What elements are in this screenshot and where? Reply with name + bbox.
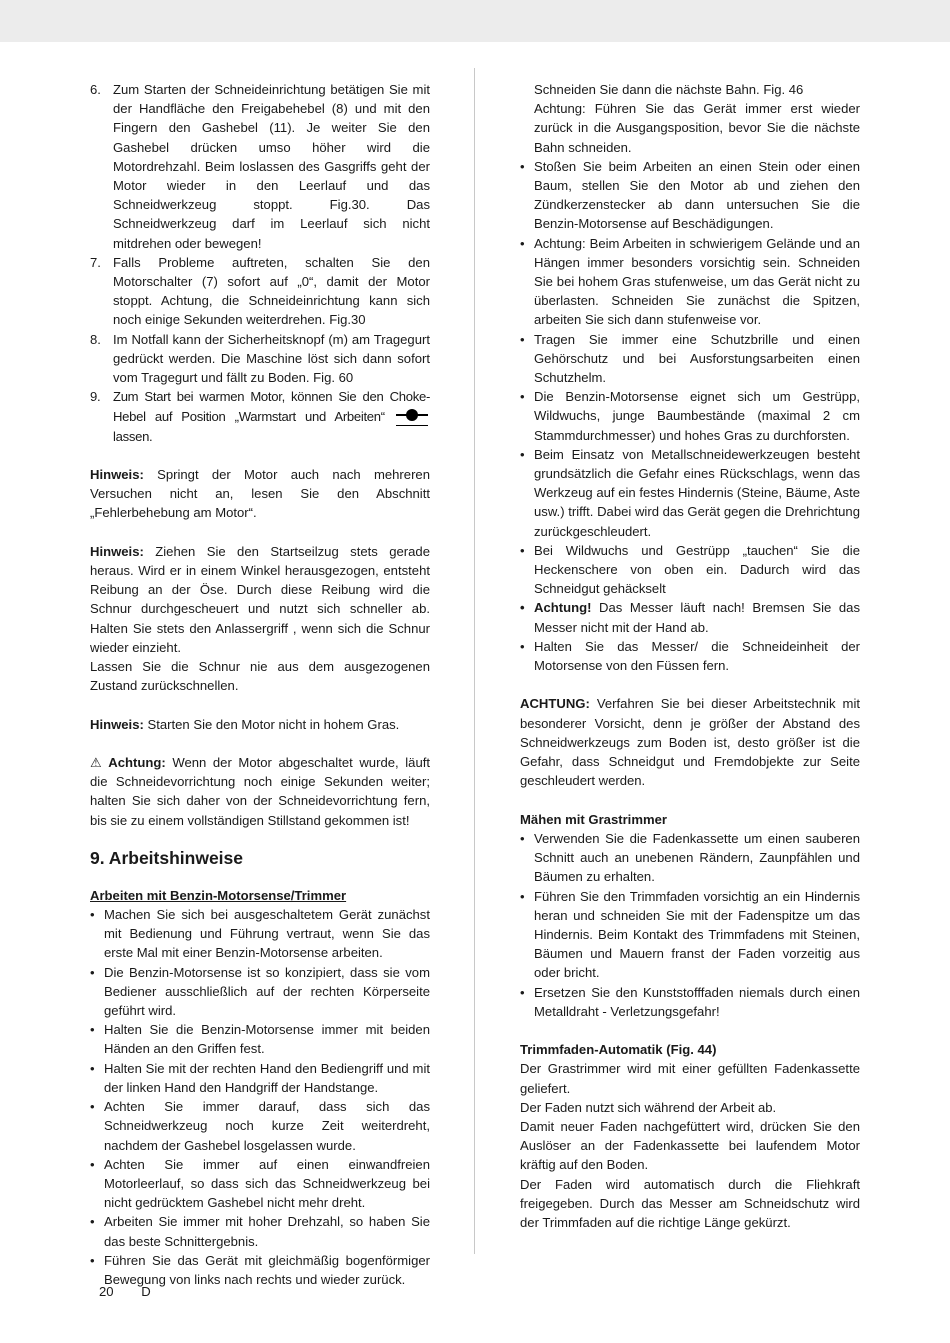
right-column: [520, 80, 860, 1232]
left-column: [90, 80, 430, 1289]
list-item: • Tragen Sie immer eine Schutzbrille und einen Gehörschutz und bei Ausforstungsarbeiten einen Schutzhelm.: [520, 331, 860, 386]
numbered-item-6: 6. Zum Starten der Schneideinrichtung betätigen Sie mit der Handfläche den Freigabehebel (8) und mit den Fingern den Gashebel (11). Je weiter Sie den Gashebel drücken umso höher wird die Motordrehzahl. Beim loslassen des Gasgriffs geht der Motor wieder in den Leerlauf und das Schneidwerkzeug stoppt. Fig.30. Das Schneidwerkzeug darf im Leerlauf sich nicht mitdrehen oder bewegen!: [90, 82, 430, 251]
list-item: • Arbeiten Sie immer mit hoher Drehzahl, so haben Sie das beste Schnittergebnis.: [90, 1214, 430, 1249]
maehen-list: [520, 829, 860, 1021]
hinweis-2: Hinweis: Ziehen Sie den Startseilzug stets gerade heraus. Wird er in einem Winkel herausgezogen, entsteht Reibung an der Öse. Durch diese Reibung wird die Schnur durchgescheuert und nutzt sich schneller ab. Halten Sie stets den Anlassergriff , wenn sich die Schnur wieder einzieht.: [90, 543, 430, 655]
choke-warmstart-icon: [396, 406, 428, 426]
page-footer: [99, 1284, 151, 1299]
numbered-item-text: Im Notfall kann der Sicherheitsknopf (m) am Tragegurt gedrückt werden. Die Maschine löst sich dann sofort vom Tragegurt und fällt zu Boden. Fig. 60: [113, 331, 430, 386]
achtung-caps-paragraph: ACHTUNG: Verfahren Sie bei dieser Arbeitstechnik mit besonderer Vorsicht, denn je größer der Abstand des Schneidwerkzeugs zum Boden ist, desto größer ist die Gefahr, dass Schneidgut und Fremdobjekte zur Seite geschleudert werden.: [520, 696, 860, 789]
page-number: 20: [99, 1284, 114, 1299]
trimm-title: Trimmfaden-Automatik (Fig. 44): [520, 1042, 717, 1058]
achtung-paragraph: ⚠ Achtung: Wenn der Motor abgeschaltet wurde, läuft die Schneidevorrichtung noch einige Sekunden weiter; halten Sie sich daher von der Schneidevorrichtung fern, bis sie zu einem vollständigen Stillstand gekommen ist!: [90, 755, 431, 828]
list-item: • Achten Sie immer darauf, dass sich das Schneidwerkzeug noch kurze Zeit weiterdreht, nachdem der Gashebel losgelassen wurde.: [90, 1099, 430, 1153]
list-item: • Verwenden Sie die Fadenkassette um einen sauberen Schnitt auch an unebenen Rändern, Zaunpfählen und Bäumen zu erhalten.: [520, 830, 860, 885]
trimm-paragraph: Der Grastrimmer wird mit einer gefüllten Fadenkassette geliefert.: [520, 1061, 860, 1096]
column-divider: [474, 68, 475, 1254]
bullet-list: [90, 905, 430, 1289]
list-item: • Halten Sie mit der rechten Hand den Bediengriff und mit der linken Hand den Handgriff der Handstange.: [90, 1060, 430, 1095]
language-code: D: [141, 1284, 151, 1299]
numbered-item-text: Zum Starten der Schneideinrichtung betätigen Sie mit der Handfläche den Freigabehebel (8) und mit den Fingern den Gashebel (11). Je weiter Sie den Gashebel drücken umso höher wird die Motordrehzahl. Beim loslassen des Gasgriffs geht der Motor wieder in den Leerlauf und das Schneidwerkzeug stoppt. Fig.30. Das Schneidwerkzeug darf im Leerlauf sich nicht mitdrehen oder bewegen!: [113, 82, 430, 251]
continued-line: Schneiden Sie dann die nächste Bahn. Fig. 46: [534, 82, 804, 97]
numbered-item-7: 7. Falls Probleme auftreten, schalten Sie den Motorschalter (7) sofort auf „0“, damit der Motor stoppt. Achtung, die Schneideinrichtung kann sich noch einige Sekunden weiterdrehen. Fig.30: [90, 254, 430, 328]
list-item: • Achtung: Beim Arbeiten in schwierigem Gelände und an Hängen immer besonders vorsichtig sein. Schneiden Sie bei hohem Gras stufenweise, um das Gerät nicht zu überlasten. Schneiden Sie zunächst die Spitzen, arbeiten Sie sich dann stufenweise vor.: [520, 235, 860, 328]
numbered-item-text: Zum Start bei warmen Motor, können Sie den Choke-Hebel auf Position „Warmstart und Arbeiten“: [113, 389, 430, 425]
list-item: • Ersetzen Sie den Kunststofffaden niemals durch einen Metalldraht - Verletzungsgefahr!: [520, 984, 860, 1019]
list-item: • Führen Sie das Gerät mit gleichmäßig bogenförmiger Bewegung von links nach rechts und wieder zurück.: [90, 1252, 430, 1287]
list-item: • Stoßen Sie beim Arbeiten an einen Stein oder einen Baum, stellen Sie den Motor ab und ziehen den Zündkerzenstecker ab dann untersuchen Sie die Benzin-Motorsense auf Beschädigungen.: [520, 158, 860, 232]
list-item-strong: • Achtung! Das Messer läuft nach! Bremsen Sie das Messer nicht mit der Hand ab.: [520, 600, 860, 635]
list-item: • Die Benzin-Motorsense ist so konzipiert, dass sie vom Bediener ausschließlich auf der rechten Körperseite geführt wird.: [90, 964, 430, 1019]
section-title: 9. Arbeitshinweise: [90, 847, 244, 868]
list-item: • Achten Sie immer auf einen einwandfreien Motorleerlauf, so dass sich das Schneidwerkzeug bei nicht gedrücktem Gashebel nicht mehr dreht.: [90, 1156, 430, 1211]
top-bar: [0, 0, 950, 42]
trimm-paragraph: Der Faden wird automatisch durch die Fliehkraft freigegeben. Durch das Messer am Schneidschutz wird der Trimmfaden auf die richtige Länge gekürzt.: [520, 1176, 860, 1230]
lassen-paragraph: Lassen Sie die Schnur nie aus dem ausgezogenen Zustand zurückschnellen.: [90, 659, 430, 694]
list-item: • Bei Wildwuchs und Gestrüpp „tauchen“ Sie die Heckenschere von oben ein. Dadurch wird das Schneidgut gehäckselt: [520, 542, 860, 597]
continued-line: Achtung: Führen Sie das Gerät immer erst wieder zurück in die Ausgangsposition, bevor Sie die nächste Bahn schneiden.: [534, 101, 860, 155]
list-item: • Beim Einsatz von Metallschneidewerkzeugen besteht grundsätzlich die Gefahr eines Rückschlags, wenn das Werkzeug auf ein festes Hindernis (Steine, Bäume, Aste usw.) trifft. Dabei wird das Gerät gegen die Drehrichtung zurückgeschleudert.: [520, 446, 860, 539]
trimm-paragraph: Damit neuer Faden nachgefüttert wird, drücken Sie den Auslöser an der Fadenkassette bei laufendem Motor kräftig auf den Boden.: [520, 1118, 860, 1173]
list-item: • Führen Sie den Trimmfaden vorsichtig an ein Hindernis heran und schneiden Sie mit der Fadenspitze um das Hindernis. Beim Kontakt des Trimmfadens mit Steinen, Bäumen und Mauern franst der Faden vorzeitig aus oder bricht.: [520, 888, 860, 981]
numbered-item-9: 9. Zum Start bei warmen Motor, können Sie den Choke-Hebel auf Position „Warmstart und Arbeiten“ lassen.: [90, 389, 430, 444]
list-item: • Halten Sie die Benzin-Motorsense immer mit beiden Händen an den Griffen fest.: [90, 1022, 430, 1057]
bullet-list-right: [520, 157, 860, 675]
hinweis-1: Hinweis: Springt der Motor auch nach mehreren Versuchen nicht an, lesen Sie den Abschnitt „Fehlerbehebung am Motor“.: [90, 467, 430, 521]
numbered-item-text: Falls Probleme auftreten, schalten Sie den Motorschalter (7) sofort auf „0“, damit der Motor stoppt. Achtung, die Schneideinrichtung kann sich noch einige Sekunden weiterdrehen. Fig.30: [113, 254, 430, 328]
subsection-title: Arbeiten mit Benzin-Motorsense/Trimmer: [90, 887, 347, 903]
list-item: • Halten Sie das Messer/ die Schneideinheit der Motorsense von den Füssen fern.: [520, 638, 860, 674]
maehen-title: Mähen mit Grastrimmer: [520, 811, 667, 827]
numbered-item-8: 8. Im Notfall kann der Sicherheitsknopf (m) am Tragegurt gedrückt werden. Die Maschine löst sich dann sofort vom Tragegurt und fällt zu Boden. Fig. 60: [90, 331, 430, 386]
list-item: • Machen Sie sich bei ausgeschaltetem Gerät zunächst mit Bedienung und Führung vertraut, wenn Sie das erste Mal mit einer Benzin-Motorsense arbeiten.: [90, 907, 430, 961]
list-item: • Die Benzin-Motorsense eignet sich um Gestrüpp, Wildwuchs, junge Baumbestände (maximal 2 cm Stammdurchmesser) und hohes Gras zu durchforsten.: [520, 389, 860, 443]
warning-triangle-icon: ⚠: [90, 755, 102, 771]
numbered-item-text-end: lassen.: [113, 428, 153, 444]
hinweis-3: Hinweis: Starten Sie den Motor nicht in hohem Gras.: [90, 716, 400, 732]
trimm-paragraph: Der Faden nutzt sich während der Arbeit ab.: [520, 1099, 777, 1115]
